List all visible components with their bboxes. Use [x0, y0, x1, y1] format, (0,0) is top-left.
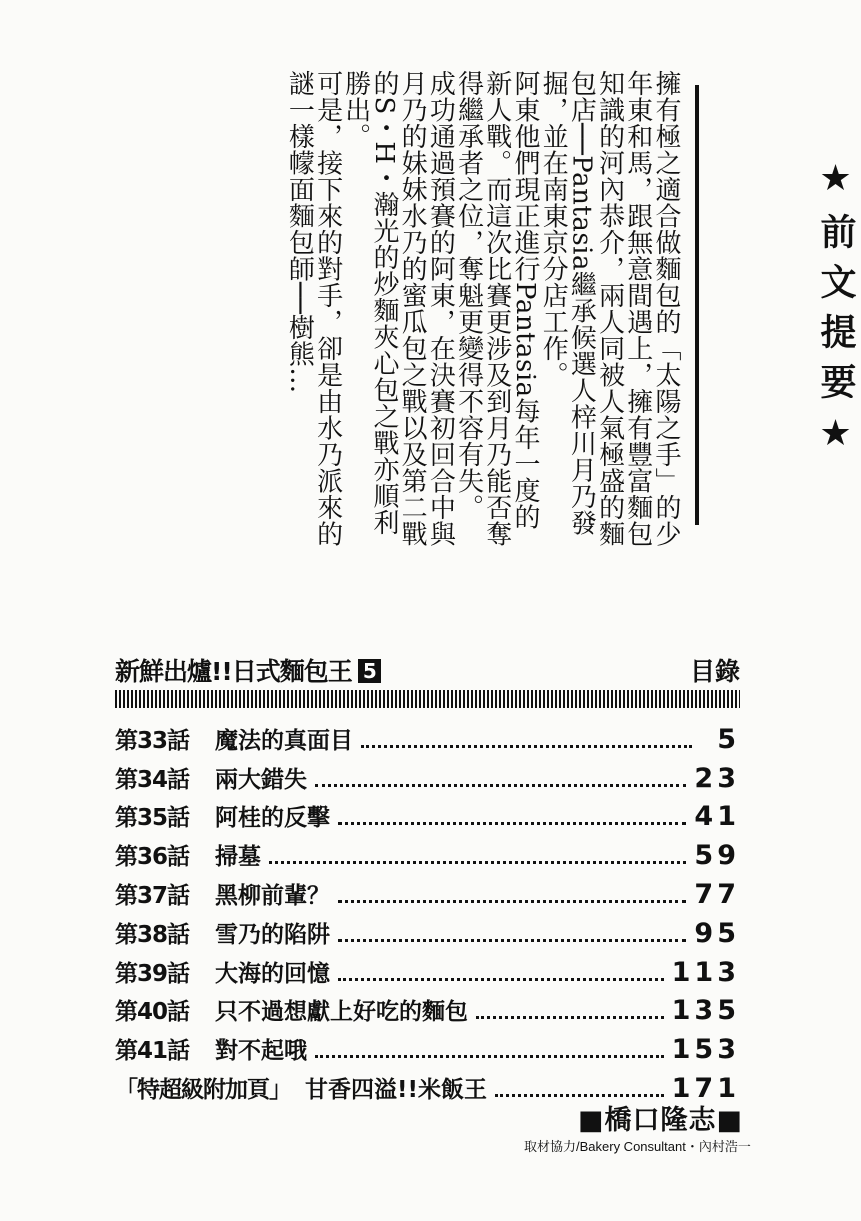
toc-entry[interactable]: [115, 794, 740, 833]
page-number: 95: [694, 917, 740, 949]
series-name: 新鮮出爐!!日式麵包王: [115, 657, 352, 686]
story-summary: [110, 70, 856, 570]
episode-number: 第33話: [115, 727, 190, 754]
episode-title: 兩大錯失: [215, 766, 307, 793]
toc-entry[interactable]: [115, 716, 740, 755]
leader-dots: [338, 900, 686, 903]
toc-entry[interactable]: [115, 832, 740, 871]
episode-number: 第41話: [115, 1038, 190, 1065]
page-number: 113: [671, 956, 740, 988]
episode-number: 第36話: [115, 844, 190, 871]
page-number: 153: [671, 1034, 740, 1066]
leader-dots: [338, 978, 664, 981]
episode-title: 掃墓: [215, 844, 261, 871]
episode-title: 魔法的真面目: [215, 727, 353, 754]
volume-badge: 5: [358, 659, 381, 683]
episode-title: 雪乃的陷阱: [215, 921, 330, 948]
toc-entry[interactable]: [115, 910, 740, 949]
leader-dots: [338, 822, 686, 825]
summary-paragraph: 可是，接下來的對手，卻是由水乃派來的謎一樣幪面麵包師──樹熊…: [284, 70, 343, 547]
hatch-divider: [115, 690, 740, 708]
episode-title: 大海的回憶: [215, 960, 330, 987]
toc-entry[interactable]: [115, 949, 740, 988]
page-number: 135: [671, 995, 740, 1027]
leader-dots: [315, 784, 686, 787]
series-title: [115, 652, 381, 688]
episode-title: 對不起哦: [215, 1038, 307, 1065]
leader-dots: [269, 861, 686, 864]
episode-number: 第39話: [115, 960, 190, 987]
page-number: 59: [694, 840, 740, 872]
summary-paragraph: 成功通過預賽的阿東，在決賽初回合中與月乃的妹妹水乃的蜜瓜包之戰以及第二戰的S・H・瀚光的炒麵夾心包之戰亦順利勝出。: [340, 70, 456, 547]
summary-paragraph: 阿東他們現正進行Pantasia每年一度的新人戰。而這次比賽更涉及到月乃能否奪得繼承者之位，奪魁更變得不容有失。: [453, 70, 540, 547]
leader-dots: [361, 745, 692, 748]
toc-entry[interactable]: [115, 755, 740, 794]
page-number: 23: [694, 762, 740, 794]
toc-entry[interactable]: [115, 988, 740, 1027]
summary-text: [110, 70, 680, 550]
page-number: 77: [694, 878, 740, 910]
consultant-credit: 取材協力/Bakery Consultant・內村浩一: [524, 1139, 751, 1154]
heading-divider: [695, 85, 699, 525]
leader-dots: [476, 1016, 664, 1019]
episode-title: 甘香四溢!!米飯王: [305, 1076, 487, 1103]
toc-label: 目錄: [689, 657, 740, 686]
episode-number: 第38話: [115, 921, 190, 948]
summary-paragraph: 擁有極之適合做麵包的「太陽之手」的少年東和馬，跟無意間遇上，擁有豐富麵包知識的河內恭介，兩人同被人氣極盛的麵包店──Pantasia繼承候選人梓川月乃發掘，並在南東京分店工作。: [538, 70, 681, 547]
bonus-label: 「特超級附加頁」: [115, 1076, 291, 1103]
episode-title: 黑柳前輩？: [215, 882, 330, 909]
page-number: 5: [717, 723, 740, 755]
episode-number: 第40話: [115, 999, 190, 1026]
episode-title: 阿桂的反擊: [215, 805, 330, 832]
leader-dots: [315, 1055, 664, 1058]
episode-number: 第37話: [115, 882, 190, 909]
leader-dots: [495, 1094, 664, 1097]
leader-dots: [338, 939, 686, 942]
episode-number: 第35話: [115, 805, 190, 832]
toc-entry[interactable]: [115, 1026, 740, 1065]
episode-number: 第34話: [115, 766, 190, 793]
summary-heading: ★前文提要★: [815, 158, 856, 468]
table-of-contents: [115, 652, 740, 1104]
page-number: 41: [694, 801, 740, 833]
episode-title: 只不過想獻上好吃的麵包: [215, 999, 468, 1026]
toc-entry[interactable]: [115, 871, 740, 910]
page-number: 171: [671, 1072, 740, 1104]
toc-header: [115, 652, 740, 688]
toc-list: [115, 716, 740, 1104]
author-name: ■橋口隆志■: [578, 1105, 744, 1136]
